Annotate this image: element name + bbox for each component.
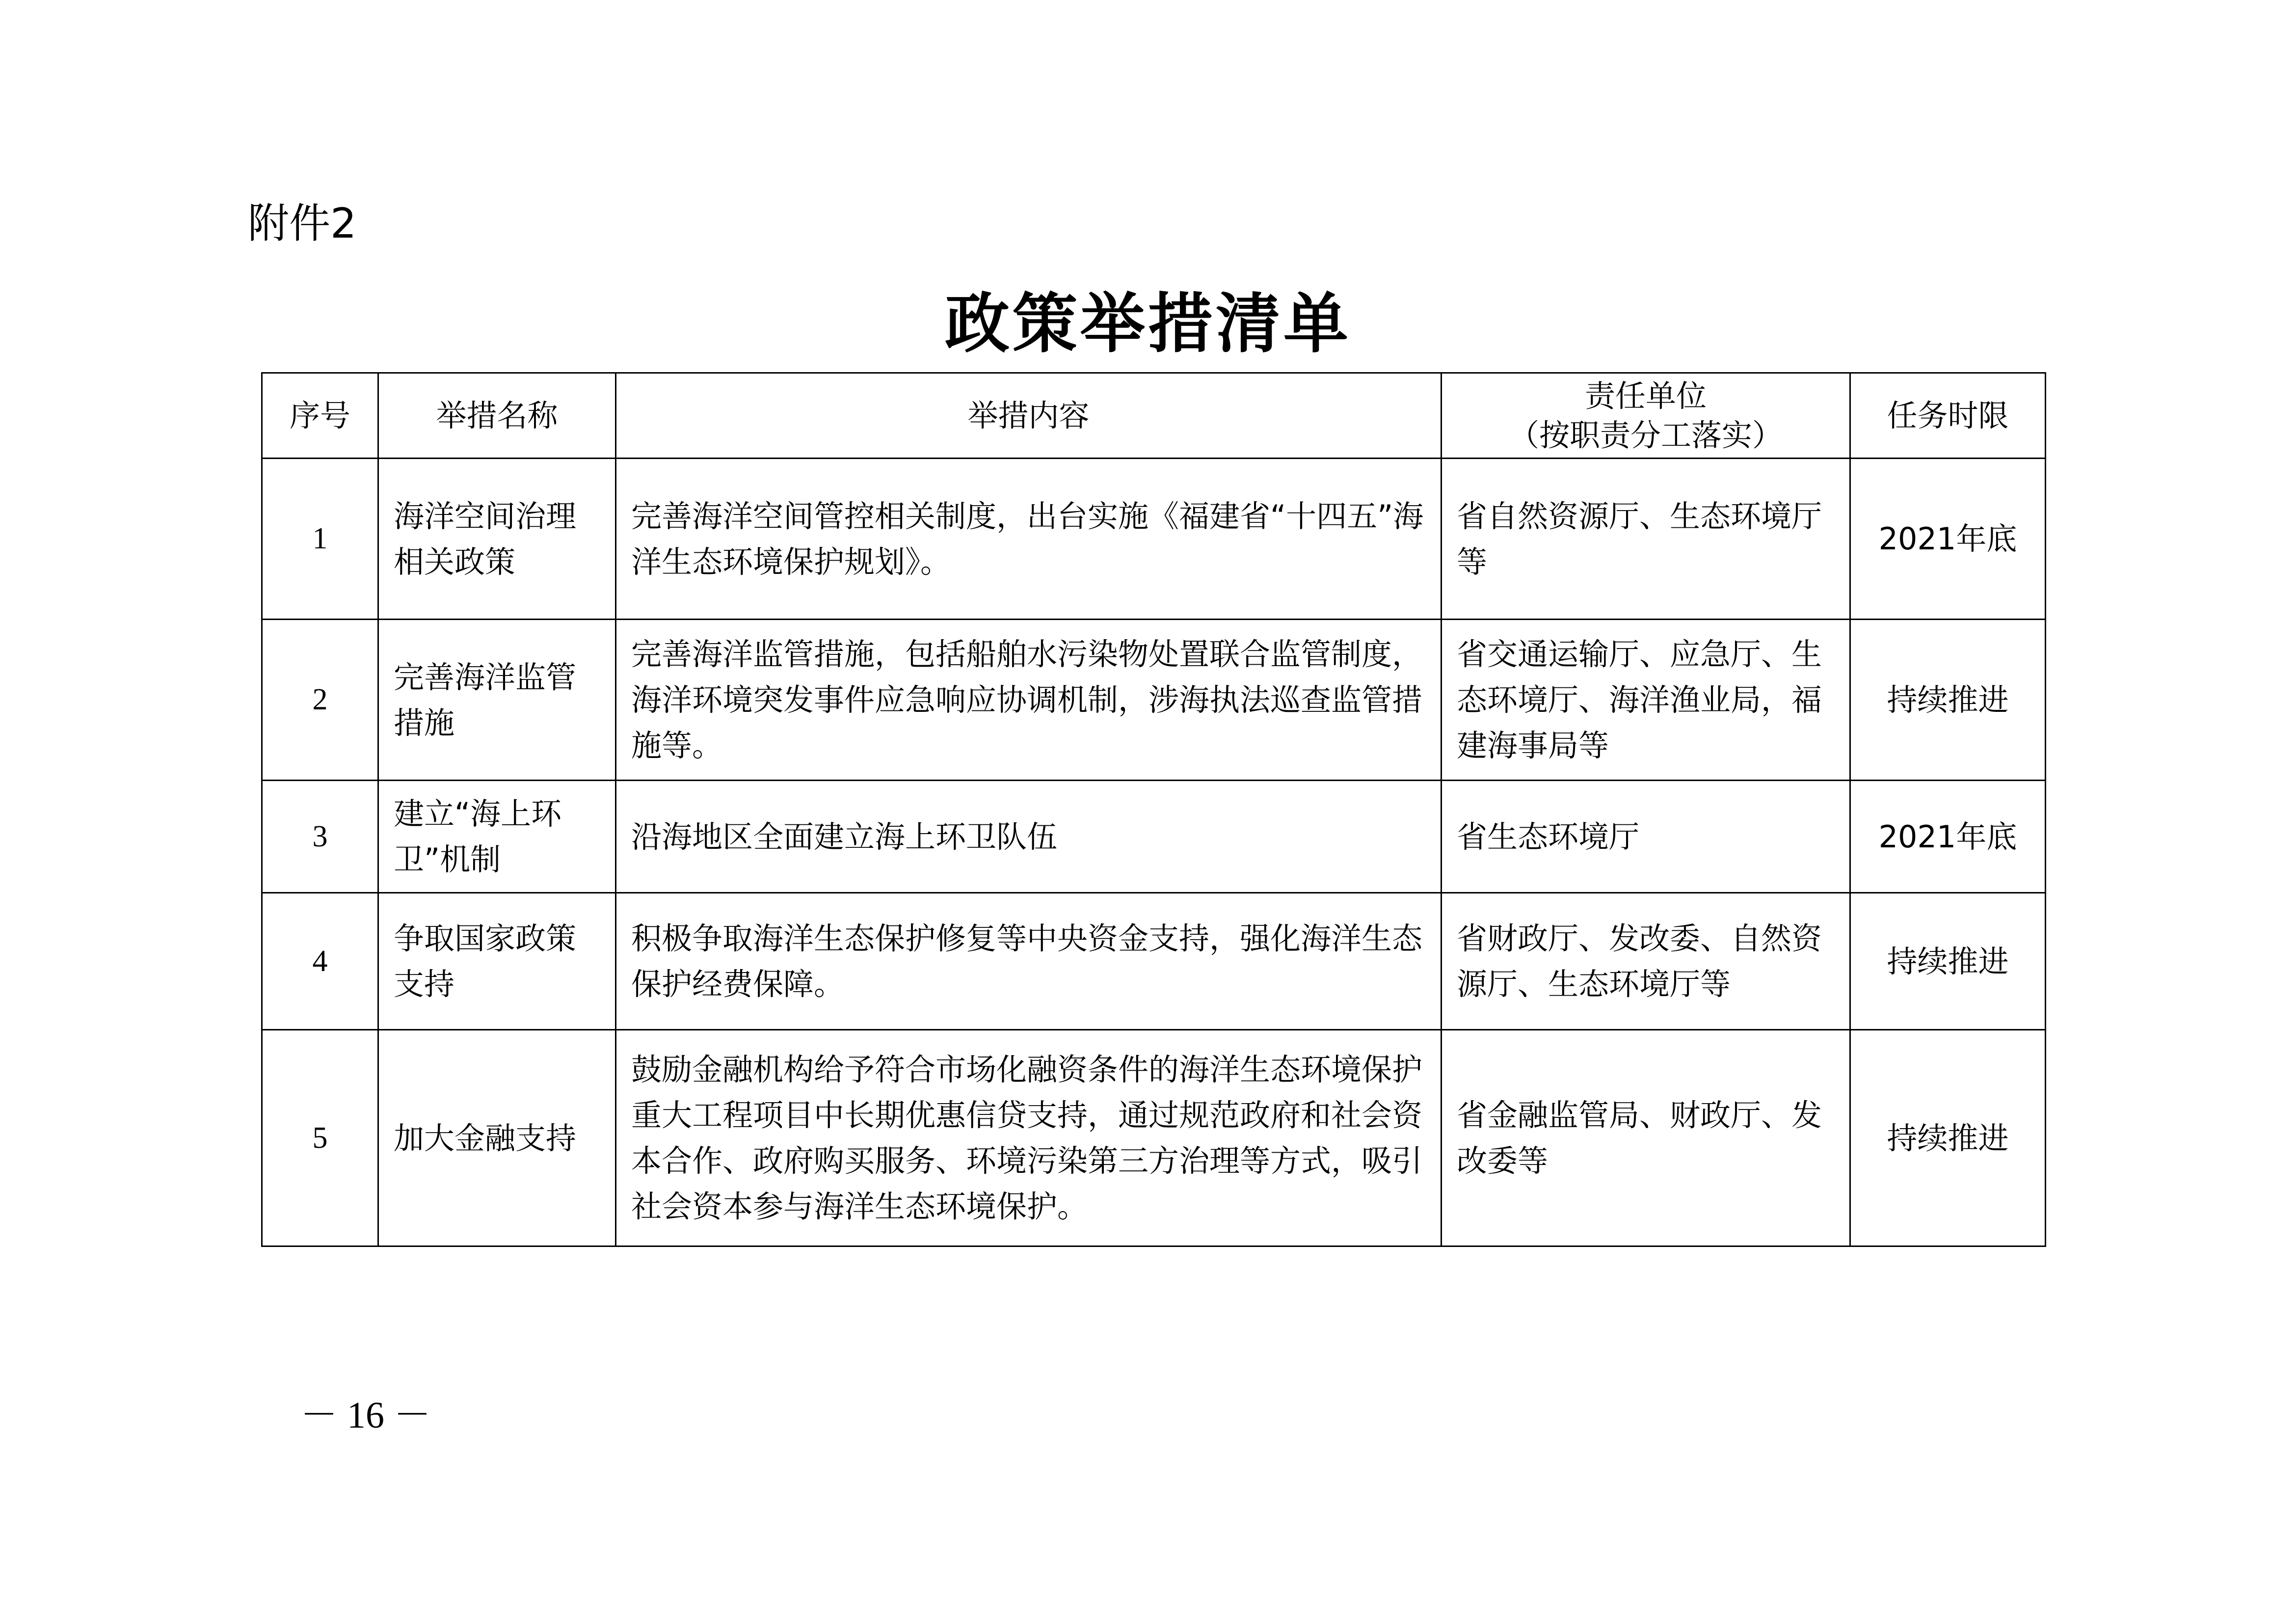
header-content: 举措内容: [616, 373, 1442, 459]
table-row: [262, 459, 2046, 620]
row-deadline: 持续推进: [1850, 893, 2046, 1030]
row-index: 4: [262, 893, 378, 1030]
row-deadline: 2021年底: [1850, 459, 2046, 620]
row-content: 完善海洋监管措施，包括船舶水污染物处置联合监管制度，海洋环境突发事件应急响应协调机制，涉海执法巡查监管措施等。: [616, 620, 1442, 781]
header-unit-line1: 责任单位: [1584, 378, 1707, 414]
row-index: 3: [262, 781, 378, 893]
row-deadline: 持续推进: [1850, 1030, 2046, 1246]
header-unit-line2: （按职责分工落实）: [1508, 417, 1783, 453]
row-index: 5: [262, 1030, 378, 1246]
header-unit: [1442, 373, 1850, 459]
row-unit: 省交通运输厅、应急厅、生态环境厅、海洋渔业局，福建海事局等: [1442, 620, 1850, 781]
row-content: 鼓励金融机构给予符合市场化融资条件的海洋生态环境保护重大工程项目中长期优惠信贷支持，通过规范政府和社会资本合作、政府购买服务、环境污染第三方治理等方式，吸引社会资本参与海洋生态环境保护。: [616, 1030, 1442, 1246]
row-name: 建立“海上环卫”机制: [378, 781, 616, 893]
row-unit: 省财政厅、发改委、自然资源厅、生态环境厅等: [1442, 893, 1850, 1030]
row-deadline: 2021年底: [1850, 781, 2046, 893]
row-deadline: 持续推进: [1850, 620, 2046, 781]
row-name: 争取国家政策支持: [378, 893, 616, 1030]
row-unit: 省金融监管局、财政厅、发改委等: [1442, 1030, 1850, 1246]
row-unit: 省自然资源厅、生态环境厅等: [1442, 459, 1850, 620]
table-row: [262, 893, 2046, 1030]
policy-measures-table: [261, 372, 2046, 1247]
table-header-row: [262, 373, 2046, 459]
table-row: [262, 620, 2046, 781]
row-index: 1: [262, 459, 378, 620]
row-name: 海洋空间治理相关政策: [378, 459, 616, 620]
row-content: 沿海地区全面建立海上环卫队伍: [616, 781, 1442, 893]
row-name: 加大金融支持: [378, 1030, 616, 1246]
row-content: 积极争取海洋生态保护修复等中央资金支持，强化海洋生态保护经费保障。: [616, 893, 1442, 1030]
document-title: 政策举措清单: [945, 286, 1351, 362]
row-index: 2: [262, 620, 378, 781]
header-deadline: 任务时限: [1850, 373, 2046, 459]
row-content: 完善海洋空间管控相关制度，出台实施《福建省“十四五”海洋生态环境保护规划》。: [616, 459, 1442, 620]
header-name: 举措名称: [378, 373, 616, 459]
row-name: 完善海洋监管措施: [378, 620, 616, 781]
table-row: [262, 1030, 2046, 1246]
row-unit: 省生态环境厅: [1442, 781, 1850, 893]
table-row: [262, 781, 2046, 893]
attachment-label: 附件2: [248, 199, 357, 247]
header-index: 序号: [262, 373, 378, 459]
page-number: － 16 －: [300, 1395, 431, 1436]
